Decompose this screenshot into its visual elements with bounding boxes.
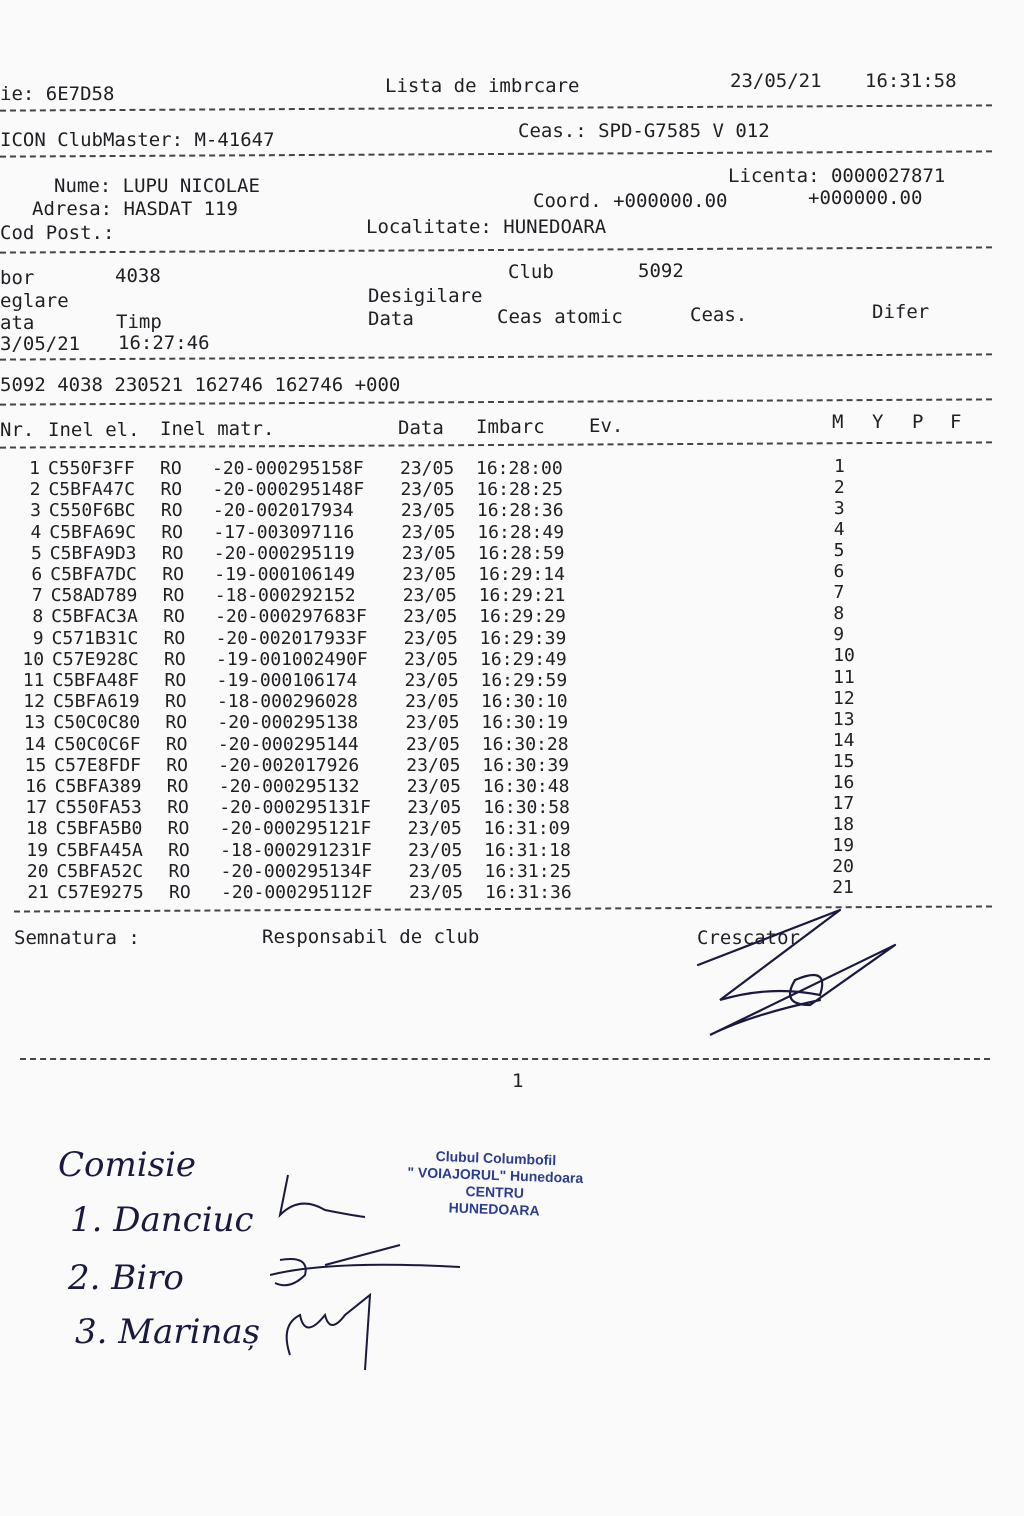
row-country: RO [162,564,184,585]
row-nr: 9 [32,627,44,649]
row-country: RO [168,839,190,861]
row-date: 23/05 [407,797,462,819]
row-country: RO [166,776,189,797]
row-inel-matr: -20-002017926 [218,754,360,776]
row-inel-el: C550F6BC [48,500,136,522]
row-country: RO [165,712,188,734]
row-time: 16:28:59 [477,542,565,564]
print-date: 23/05/21 [730,70,822,92]
committee-member-1: 1. Danciuc [70,1200,254,1240]
row-m: 3 [833,498,845,520]
table-row [0,877,1000,903]
owner-locality: Localitate: HUNEDOARA [366,216,607,238]
row-time: 16:28:36 [476,500,564,522]
row-inel-el: C5BFA69C [49,521,137,543]
row-inel-el: C5BFA48F [52,670,140,691]
col-header-data: Data [398,417,444,439]
row-inel-matr: -20-002017933F [215,627,368,649]
row-inel-el: C5BFA7DC [50,564,137,585]
divider [20,1058,990,1060]
row-country: RO [164,691,187,713]
row-nr: 17 [25,797,48,819]
row-country: RO [167,818,190,840]
divider [0,398,992,405]
row-m: 18 [832,813,855,835]
session-bor-value: 4038 [115,265,161,287]
row-time: 16:29:29 [479,606,566,628]
row-m: 4 [833,519,845,541]
row-time: 16:30:58 [483,797,570,819]
row-date: 23/05 [407,818,462,840]
row-nr: 2 [29,479,41,501]
row-time: 16:30:10 [480,691,568,713]
row-country: RO [162,585,185,607]
document-title: Lista de imbrcare [385,75,580,97]
col-header-f: F [950,411,962,433]
col-header-imbarc: Imbarc [476,416,545,438]
row-inel-matr: -20-002017934 [212,500,354,522]
row-date: 23/05 [400,458,455,479]
row-inel-el: C50C0C6F [53,733,141,755]
row-time: 16:31:09 [483,818,571,840]
table-row [0,561,1000,585]
stamp-line-3: CENTRU [465,1182,525,1202]
session-ceas-label: Ceas. [690,304,748,326]
row-date: 23/05 [405,712,460,734]
row-country: RO [160,500,183,522]
row-time: 16:29:14 [478,564,565,585]
row-m: 20 [832,855,854,877]
session-desigilare: Desigilare [368,285,483,307]
row-inel-el: C57E928C [52,648,139,670]
row-inel-el: C57E9275 [57,882,144,903]
row-date: 23/05 [401,521,456,543]
row-m: 17 [832,792,855,814]
col-header-inel-matr: Inel matr. [160,418,275,440]
stamp-line-1: Clubul Columbofil [435,1147,557,1169]
session-reglare: eglare [0,290,69,312]
row-country: RO [161,521,184,543]
row-date: 23/05 [405,733,461,755]
row-time: 16:30:28 [481,733,569,755]
row-m: 6 [833,561,845,583]
row-date: 23/05 [403,627,458,649]
row-date: 23/05 [402,585,457,607]
row-date: 23/05 [403,606,458,628]
row-m: 1 [834,456,845,477]
session-difer: Difer [872,301,930,323]
divider [0,353,992,360]
row-m: 7 [833,582,845,604]
row-date: 23/05 [402,564,457,585]
row-nr: 10 [22,648,45,670]
col-header-y: Y [872,411,884,433]
session-club-value: 5092 [638,260,684,282]
session-bor-label: bor [0,267,35,289]
row-time: 16:29:49 [480,648,567,670]
col-header-nr: Nr. [0,419,35,441]
row-date: 23/05 [404,691,460,713]
clubmaster-info: ICON ClubMaster: M-41647 [0,129,275,151]
row-inel-matr: -20-000295131F [219,797,371,819]
row-inel-matr: -20-000295121F [219,818,372,840]
row-inel-matr: -18-000296028 [216,691,358,713]
table-row [0,519,1000,543]
row-inel-el: C550F3FF [48,458,135,479]
row-nr: 7 [31,585,43,607]
row-inel-matr: -17-003097116 [213,521,355,543]
row-time: 16:31:25 [484,860,572,882]
col-header-m: M [832,411,844,433]
row-m: 2 [833,477,845,499]
row-nr: 5 [30,542,42,564]
divider [0,441,992,448]
row-time: 16:30:19 [481,712,569,734]
row-time: 16:31:36 [485,882,572,903]
row-nr: 21 [27,882,49,903]
divider [0,246,992,253]
row-m: 15 [832,750,855,772]
row-inel-el: C5BFA9D3 [49,542,137,564]
print-time: 16:31:58 [865,70,957,92]
row-inel-el: C5BFA52C [56,860,144,882]
owner-coord: Coord. +000000.00 [533,190,728,212]
row-time: 16:31:18 [484,839,571,861]
row-inel-matr: -20-000295158F [212,458,364,479]
row-inel-matr: -19-000106149 [214,564,356,585]
row-inel-matr: -20-000295148F [212,479,365,501]
session-data-label: ata [0,312,35,334]
row-country: RO [167,797,189,819]
row-inel-el: C5BFA45A [56,839,143,861]
row-time: 16:30:39 [482,754,569,776]
row-time: 16:28:49 [477,521,565,543]
row-m: 14 [832,729,855,751]
row-inel-el: C58AD789 [50,585,138,607]
table-row [0,540,1000,564]
col-header-inel-el: Inel el. [48,419,140,441]
breeder-signature [690,905,910,1040]
owner-license: Licenta: 0000027871 [728,165,946,187]
session-time-value: 16:27:46 [118,332,210,354]
row-country: RO [160,479,183,501]
row-m: 19 [832,834,855,856]
row-time: 16:28:00 [476,458,563,479]
clock-info: Ceas.: SPD-G7585 V 012 [518,120,770,142]
owner-postal-code: Cod Post.: [0,222,115,244]
row-inel-matr: -20-000295144 [217,733,359,755]
committee-member-2: 2. Biro [68,1258,184,1298]
row-date: 23/05 [400,500,456,522]
breeder-label: Crescator [697,927,800,949]
row-date: 23/05 [406,754,461,776]
row-inel-matr: -20-000295119 [213,542,355,564]
session-ceas-atomic: Ceas atomic [497,306,623,328]
row-country: RO [168,860,191,882]
row-date: 23/05 [404,648,459,670]
row-m: 13 [832,708,855,730]
divider [0,150,992,157]
row-date: 23/05 [401,542,456,564]
col-header-p: P [912,411,924,433]
row-inel-matr: -20-000295112F [221,882,373,903]
session-data2-label: Data [368,308,414,330]
club-responsible-label: Responsabil de club [262,926,480,948]
row-inel-matr: -20-000295134F [220,860,373,882]
row-nr: 20 [26,860,49,882]
row-country: RO [163,627,186,649]
row-inel-matr: -20-000297683F [215,606,367,628]
row-inel-matr: -18-000292152 [214,585,356,607]
page-number: 1 [512,1070,524,1092]
row-m: 21 [832,877,854,898]
row-inel-matr: -19-001002490F [216,648,368,670]
row-nr: 15 [24,754,47,776]
session-date-value: 3/05/21 [0,333,81,355]
row-m: 9 [833,624,845,646]
row-nr: 18 [25,818,48,840]
row-date: 23/05 [409,882,464,903]
row-nr: 14 [24,733,46,755]
committee-title: Comisie [58,1145,197,1185]
row-date: 23/05 [408,860,463,882]
row-inel-matr: -19-000106174 [216,670,358,691]
row-inel-matr: -20-000295132 [218,776,360,797]
row-nr: 6 [31,564,43,585]
row-country: RO [166,754,188,776]
table-row [0,458,1000,479]
row-nr: 12 [23,691,45,713]
row-nr: 11 [22,670,45,691]
row-inel-el: C5BFA389 [54,776,142,797]
row-inel-matr: -20-000295138 [217,712,359,734]
row-nr: 13 [23,712,46,734]
row-inel-el: C5BFA619 [52,691,140,713]
stamp-line-2: " VOIAJORUL" Hunedoara [407,1163,584,1187]
signature-label: Semnatura : [14,927,140,949]
row-time: 16:29:21 [478,585,566,607]
row-country: RO [164,648,186,670]
row-time: 16:30:48 [482,776,570,797]
row-m: 12 [833,687,855,709]
row-inel-el: C5BFAC3A [51,606,138,628]
owner-name: Nume: LUPU NICOLAE [54,175,260,197]
table-row [0,603,1000,628]
committee-member-3: 3. Marinaș [75,1312,261,1352]
owner-address: Adresa: HASDAT 119 [32,198,238,220]
row-date: 23/05 [408,839,463,861]
row-inel-el: C57E8FDF [54,754,141,776]
document-id: ie: 6E7D58 [0,83,115,105]
row-inel-el: C5BFA5B0 [55,818,143,840]
row-m: 10 [833,645,855,667]
row-m: 8 [833,603,845,625]
row-nr: 16 [25,776,47,797]
row-country: RO [165,733,188,755]
owner-coord-2: +000000.00 [808,187,923,209]
row-inel-el: C550FA53 [55,797,142,819]
row-nr: 19 [26,839,49,861]
row-nr: 1 [29,458,40,479]
row-inel-el: C5BFA47C [48,479,136,501]
row-date: 23/05 [404,670,459,691]
table-row [0,500,1000,521]
col-header-ev: Ev. [589,415,624,437]
row-nr: 4 [30,521,42,543]
table-row [0,479,1000,500]
session-club-label: Club [508,261,554,283]
row-inel-el: C571B31C [51,627,139,649]
divider [0,104,992,111]
row-time: 16:28:25 [476,479,564,501]
row-nr: 8 [32,606,44,628]
row-nr: 3 [30,500,41,522]
row-inel-el: C50C0C80 [53,712,141,734]
row-country: RO [163,606,185,628]
row-m: 5 [833,540,845,562]
row-country: RO [164,670,187,691]
session-code-line: 5092 4038 230521 162746 162746 +000 [0,374,401,396]
row-date: 23/05 [400,479,455,501]
row-country: RO [169,882,191,903]
row-m: 11 [833,666,855,688]
stamp-line-4: HUNEDOARA [448,1199,540,1219]
row-m: 16 [832,771,855,793]
row-date: 23/05 [406,776,461,797]
row-country: RO [160,458,182,479]
row-time: 16:29:39 [479,627,567,649]
table-row [0,582,1000,607]
row-time: 16:29:59 [480,670,568,691]
row-inel-matr: -18-000291231F [220,839,372,861]
club-stamp [379,1146,611,1222]
session-timp-label: Timp [116,311,162,333]
row-country: RO [161,542,184,564]
